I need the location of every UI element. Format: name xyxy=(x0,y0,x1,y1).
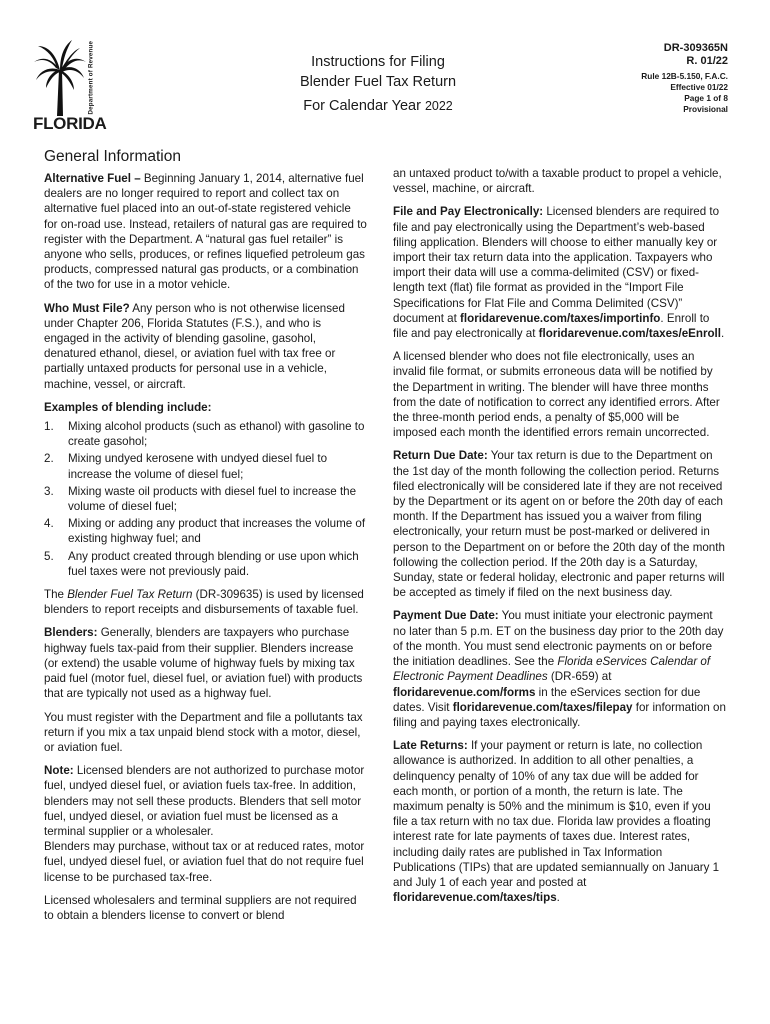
examples-label: Examples of blending include: xyxy=(44,400,212,414)
form-info xyxy=(641,42,728,115)
forms-link[interactable]: floridarevenue.com/forms xyxy=(393,685,536,699)
list-item: 3. Mixing waste oil products with diesel fuel to increase the volume of diesel fuel; xyxy=(44,484,357,514)
title-line-2: Blender Fuel Tax Return xyxy=(299,74,457,90)
no-electronic-paragraph: A licensed blender who does not file electronically, uses an invalid file format, or submits erroneous data will be notified by the Department in writing. The blender will have three months from the date of notification to correct any identified errors. After the three-month period ends, a penalty of $5,000 will be imposed each month the identified errors remain uncorrected. xyxy=(393,350,720,440)
effective-date: Effective 01/22 xyxy=(670,82,728,92)
form-number: DR-309365N xyxy=(663,42,728,54)
document-title xyxy=(250,52,506,116)
examples-list xyxy=(44,419,367,579)
register-paragraph: You must register with the Department and file a pollutants tax return if you mix a tax unpaid blend stock with a motor, diesel, or aviation fuel. xyxy=(44,710,363,754)
eenroll-link[interactable]: floridarevenue.com/taxes/eEnroll xyxy=(538,327,722,341)
status: Provisional xyxy=(683,104,728,114)
list-item: 1. Mixing alcohol products (such as ethanol) with gasoline to create gasohol; xyxy=(44,420,365,449)
list-item: 4. Mixing or adding any product that increases the volume of existing highway fuel; and xyxy=(44,517,366,546)
title-line-1: Instructions for Filing xyxy=(311,54,445,70)
year: 2022 xyxy=(424,99,453,113)
note-paragraph-2: Blenders may purchase, without tax or at reduced rates, motor fuel, undyed diesel fuel, or aviation fuel that do not require fuel license to be purchased tax-free. xyxy=(44,840,365,884)
late-returns-paragraph: Late Returns: If your payment or return is late, no collection allowance is authorized. In addition to all other penalties, a delinquency penalty of 10% of any tax due will be added for each month, or portion of a month, the return is late. The maximum penalty is 50% and the minimum is $10, even if you file a tax return with no tax due. Florida law provides a floating interest rate for late payments of taxes due. Interest rates, including daily rates are published in Tax Information Publications (TIPs) that are updated semiannually on January 1 and July 1 of each year and posted at floridarevenue.com/taxes/tips. xyxy=(393,739,720,905)
right-column xyxy=(393,166,726,913)
blenders-paragraph: Blenders: Generally, blenders are taxpayers who purchase highway fuels tax-paid from their supplier. Blenders increase (or extend) the usable volume of highway fuels by mixing tax paid fuel (motor fuel, diesel fuel, or aviation fuel) with products that are typically not used as a highway fuel. xyxy=(44,626,363,701)
section-heading: General Information xyxy=(44,148,181,165)
subtitle: For Calendar Year xyxy=(303,98,421,114)
filepay-link[interactable]: floridarevenue.com/taxes/filepay xyxy=(452,700,633,714)
revision: R. 01/22 xyxy=(686,55,728,67)
return-due-paragraph: Return Due Date: Your tax return is due to the Department on the 1st day of the month following the collection period. Returns filed electronically will be considered late if they are not received by the Department or its agent on or before the 20th day of each month. If the Department has issued you a waiver from filing electronically, your return must be post-marked or delivered in person to the Department on or before the 20th day of the month following the collection period. If the 20th day is a Saturday, Sunday, state or federal holiday, electronic and paper returns will be accepted as timely if filed on the next business day. xyxy=(393,449,725,600)
page-number: Page 1 of 8 xyxy=(684,93,728,103)
logo-department-text: Department of Revenue xyxy=(87,40,95,115)
rule: Rule 12B-5.150, F.A.C. xyxy=(641,71,728,81)
logo-state-text: FLORIDA xyxy=(33,114,107,133)
palm-tree-icon xyxy=(34,40,86,116)
wholesalers-paragraph: Licensed wholesalers and terminal suppliers are not required to obtain a blenders license to convert or blend xyxy=(44,893,357,922)
alt-fuel-paragraph: Alternative Fuel – Beginning January 1, 2014, alternative fuel dealers are no longer required to report and collect tax on alternative fuel placed into an out-of-state registered vehicle for on-road use. Instead, retailers of natural gas are required to register with the Department. A “natural gas fuel retailer” is anyone who sells, produces, or refines liquefied petroleum gas products, compressed natural gas products, or a combination of the two for use in a motor vehicle. xyxy=(44,172,367,292)
list-item: 5. Any product created through blending or use upon which fuel taxes were not previously paid. xyxy=(44,549,359,578)
return-paragraph: The Blender Fuel Tax Return (DR-309635) is used by licensed blenders to report receipts and disbursements of taxable fuel. xyxy=(44,588,364,617)
left-column xyxy=(44,148,367,931)
who-must-file-paragraph: Who Must File? Any person who is not otherwise licensed under Chapter 206, Florida Statutes (F.S.), and who is engaged in the activity of blending gasoline, gasohol, denatured ethanol, diesel, or aviation fuel with tax free or partially untaxed products for personal use in a vehicle, machine, vessel, or aircraft. xyxy=(44,301,345,391)
import-info-link[interactable]: floridarevenue.com/taxes/importinfo xyxy=(460,311,661,325)
continued-paragraph: an untaxed product to/with a taxable product to propel a vehicle, vessel, machine, or aircraft. xyxy=(393,167,722,196)
file-electronically-paragraph: File and Pay Electronically: Licensed blenders are required to file and pay electronically using the Department’s web-based filing application. Blenders will choose to either manually key or import their tax return data into the application. Taxpayers who import their data will use a comma-delimited (CSV) or fixed-length text (flat) file format as provided in the “Import File Specifications for Flat File and Comma Delimited (CSV)” document at floridarevenue.com/taxes/importinfo. Enroll to file and pay electronically at floridarevenue.com/taxes/eEnroll. xyxy=(393,205,725,341)
payment-due-paragraph: Payment Due Date: You must initiate your electronic payment no later than 5 p.m. ET on the business day prior to the 20th day of the month. You must send electronic payments on or before the initiation deadlines. See the Florida eServices Calendar of Electronic Payment Deadlines (DR-659) at floridarevenue.com/forms in the eServices section for due dates. Visit floridarevenue.com/taxes/filepay for information on filing and paying taxes electronically. xyxy=(393,609,726,729)
list-item: 2. Mixing undyed kerosene with undyed diesel fuel to increase the volume of diesel fuel; xyxy=(44,452,328,481)
florida-dor-logo xyxy=(33,40,107,133)
note-paragraph: Note: Licensed blenders are not authorized to purchase motor fuel, undyed diesel fuel, or aviation fuels tax-free. In addition, blenders may not sell these products. Blenders that sell motor fuel, undyed diesel, or aviation fuel must be licensed as a terminal supplier or a wholesaler. xyxy=(44,764,365,838)
calendar-year-line xyxy=(250,96,506,116)
tips-link[interactable]: floridarevenue.com/taxes/tips xyxy=(393,891,557,905)
